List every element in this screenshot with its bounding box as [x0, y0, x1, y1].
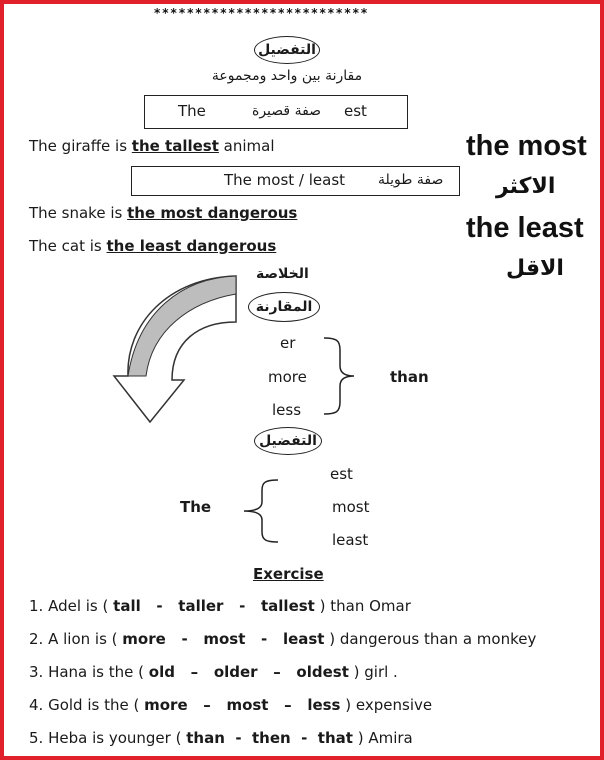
right-brace-icon [322, 336, 358, 416]
superlative-form-least: least [332, 531, 369, 549]
rule-long-adjective-ar: صفة طويلة [378, 172, 444, 188]
comparative-form-less: less [272, 401, 302, 419]
example-giraffe-highlight: the tallest [131, 137, 219, 155]
superlative-form-most: most [332, 498, 370, 516]
summary-title-ar: الخلاصة [256, 266, 309, 282]
exercise-options: more - most - least [122, 630, 325, 648]
example-cat: The cat is the least dangerous [29, 237, 277, 255]
example-snake-highlight: the most dangerous [127, 204, 298, 222]
subtitle-arabic: مقارنة بين واحد ومجموعة [211, 68, 363, 84]
stars-divider: ************************** [154, 6, 370, 20]
comparative-than: than [390, 368, 429, 386]
superlative-title-oval: التفضيل [254, 36, 320, 64]
exercise-title: Exercise [253, 565, 324, 583]
exercise-options: than - then - that [186, 729, 353, 747]
comparative-form-er: er [280, 334, 296, 352]
rule-long-words: The most / least [224, 171, 346, 189]
example-snake: The snake is the most dangerous [29, 204, 298, 222]
exercise-item: 5. Heba is younger ( than - then - that ) Amira [29, 729, 413, 747]
superlative-oval: التفضيل [254, 427, 322, 455]
superlative-form-est: est [330, 465, 353, 483]
side-note-the-most: the most [466, 130, 587, 162]
exercise-options: old – older – oldest [148, 663, 349, 681]
left-brace-icon [240, 478, 280, 544]
exercise-options: tall - taller - tallest [113, 597, 315, 615]
exercise-options: more – most – less [144, 696, 341, 714]
exercise-item: 1. Adel is ( tall - taller - tallest ) than Omar [29, 597, 411, 615]
comparative-form-more: more [268, 368, 307, 386]
exercise-item: 3. Hana is the ( old – older – oldest ) girl . [29, 663, 398, 681]
example-cat-highlight: the least dangerous [106, 237, 277, 255]
rule-short-the: The [178, 102, 206, 120]
exercise-item: 4. Gold is the ( more – most – less ) expensive [29, 696, 433, 714]
side-note-the-most-ar: الاكثر [496, 174, 556, 199]
exercise-item: 2. A lion is ( more - most - least ) dangerous than a monkey [29, 630, 537, 648]
side-note-the-least: the least [466, 212, 584, 244]
comparative-oval: المقارنة [248, 292, 320, 322]
rule-short-adjective-ar: صفة قصيرة [252, 103, 322, 119]
side-note-the-least-ar: الاقل [506, 256, 564, 281]
rule-short-suffix: est [344, 102, 367, 120]
curved-arrow-icon [86, 272, 246, 432]
superlative-the: The [180, 498, 212, 516]
example-giraffe: The giraffe is the tallest animal [29, 137, 275, 155]
